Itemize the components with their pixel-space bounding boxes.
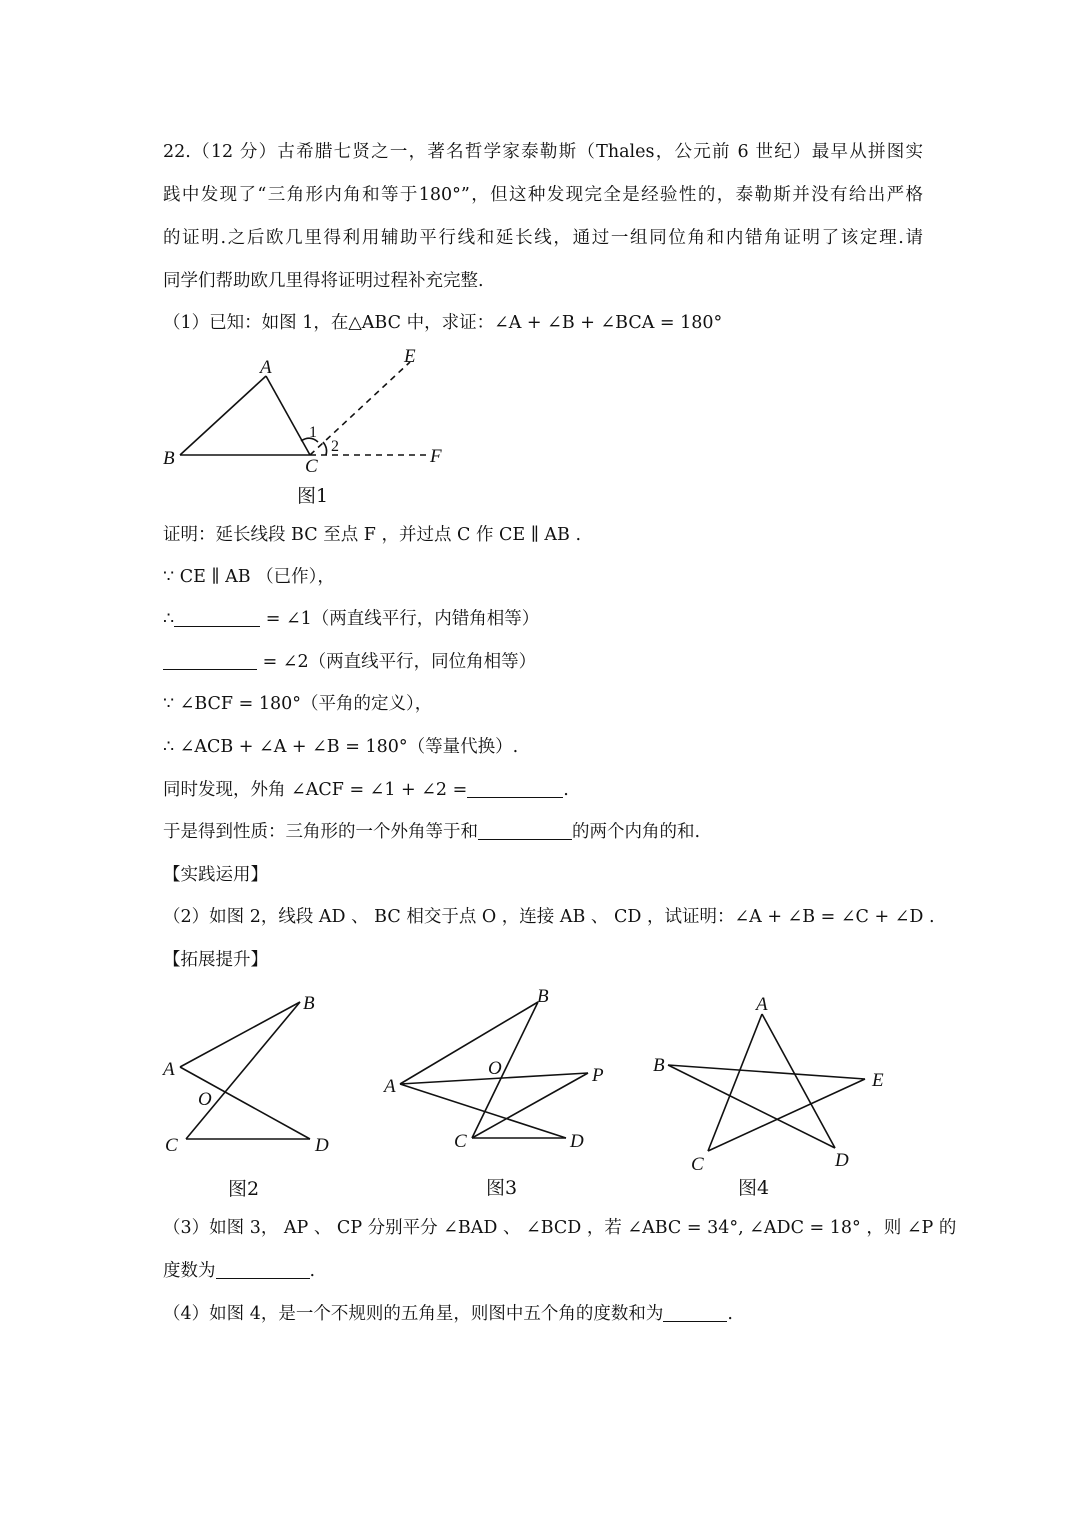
- part2-statement: （2）如图 2，线段 AD 、 BC 相交于点 O ，连接 AB 、 CD ，试证明：∠A + ∠B = ∠C + ∠D .: [163, 907, 935, 927]
- answer-blank-3[interactable]: [467, 797, 563, 798]
- fig4-segment-be: [668, 1065, 865, 1079]
- fig1-label-b: B: [163, 448, 175, 469]
- part4-statement: [163, 1302, 733, 1326]
- part3-line-1: （3）如图 3， AP 、 CP 分别平分 ∠BAD 、 ∠BCD ，若 ∠ABC = 34°, ∠ADC = 18° ，则 ∠P 的: [163, 1218, 957, 1238]
- proof-line-8-suffix: 的两个内角的和.: [572, 822, 701, 842]
- proof-line-3-prefix: ∴: [163, 609, 175, 629]
- problem-intro-line-3: 的证明.之后欧几里得利用辅助平行线和延长线，通过一组同位角和内错角证明了该定理.请: [163, 228, 923, 248]
- fig3-label-o: O: [488, 1058, 502, 1079]
- fig1-label-f: F: [430, 446, 442, 467]
- problem-intro-line-4: 同学们帮助欧几里得将证明过程补充完整.: [163, 271, 484, 291]
- fig1-angle-2-arc: [323, 442, 327, 455]
- fig1-label-c: C: [305, 456, 318, 477]
- problem-intro-line-2: 践中发现了“三角形内角和等于180°”，但这种发现完全是经验性的，泰勒斯并没有给出严格: [163, 185, 923, 205]
- extend-header: 【拓展提升】: [163, 950, 268, 970]
- part1-statement: （1）已知：如图 1，在△ABC 中，求证：∠A + ∠B + ∠BCA = 180°: [163, 313, 723, 333]
- part3-line-2: [163, 1259, 315, 1283]
- answer-blank-6[interactable]: [663, 1321, 727, 1322]
- proof-line-8: [163, 820, 700, 844]
- fig2-label-b: B: [303, 993, 315, 1014]
- fig3-caption: 图3: [486, 1177, 518, 1199]
- proof-line-6: ∴ ∠ACB + ∠A + ∠B = 180°（等量代换）.: [163, 737, 519, 757]
- fig2-label-o: O: [198, 1089, 212, 1110]
- fig4-caption: 图4: [738, 1177, 770, 1199]
- proof-line-2: ∵ CE ∥ AB （已作），: [163, 567, 335, 587]
- fig1-segment-ac: [266, 376, 310, 455]
- fig3-segment-ad: [400, 1084, 566, 1138]
- fig4-label-a: A: [756, 994, 768, 1015]
- proof-line-4-suffix: = ∠2（两直线平行，同位角相等）: [262, 652, 537, 672]
- proof-line-1: 证明：延长线段 BC 至点 F ，并过点 C 作 CE ∥ AB .: [163, 525, 582, 545]
- fig3-segment-cp: [472, 1073, 588, 1138]
- figure-3: [380, 980, 630, 1205]
- part4-suffix: .: [727, 1304, 733, 1324]
- fig3-label-p: P: [592, 1065, 604, 1086]
- proof-line-7-suffix: .: [563, 780, 569, 800]
- fig4-segment-bd: [668, 1065, 835, 1148]
- fig2-label-a: A: [163, 1059, 175, 1080]
- fig3-label-a: A: [384, 1076, 396, 1097]
- part3-line-2-prefix: 度数为: [163, 1261, 216, 1281]
- part4-prefix: （4）如图 4，是一个不规则的五角星，则图中五个角的度数和为: [163, 1304, 664, 1324]
- fig1-label-a: A: [260, 357, 272, 378]
- answer-blank-4[interactable]: [478, 839, 572, 840]
- answer-blank-1[interactable]: [174, 626, 260, 627]
- fig1-label-angle-1: 1: [309, 424, 317, 441]
- proof-line-7: [163, 778, 569, 802]
- answer-blank-2[interactable]: [163, 669, 257, 670]
- fig2-caption: 图2: [228, 1178, 260, 1200]
- proof-line-7-prefix: 同时发现，外角 ∠ACF = ∠1 + ∠2 =: [163, 780, 468, 800]
- figure-1: [160, 342, 460, 512]
- fig1-segment-ab: [180, 376, 266, 455]
- fig4-label-e: E: [872, 1070, 884, 1091]
- part3-line-2-suffix: .: [309, 1261, 316, 1281]
- proof-line-3-suffix: = ∠1（两直线平行，内错角相等）: [265, 609, 540, 629]
- problem-intro-line-1: 22.（12 分）古希腊七贤之一，著名哲学家泰勒斯（Thales，公元前 6 世纪）最早从拼图实: [163, 142, 923, 162]
- fig2-segment-bc: [186, 1002, 300, 1139]
- fig3-label-d: D: [570, 1131, 584, 1152]
- fig3-label-c: C: [454, 1131, 467, 1152]
- practice-header: 【实践运用】: [163, 865, 268, 885]
- proof-line-4: [163, 650, 536, 674]
- proof-line-5: ∵ ∠BCF = 180°（平角的定义），: [163, 694, 433, 714]
- proof-line-3: [163, 607, 539, 631]
- fig4-label-b: B: [653, 1055, 665, 1076]
- answer-blank-5[interactable]: [216, 1278, 310, 1279]
- figure-4: [650, 988, 900, 1205]
- fig1-label-angle-2: 2: [331, 438, 339, 455]
- fig1-caption: 图1: [297, 485, 329, 507]
- fig4-label-c: C: [691, 1154, 704, 1175]
- fig1-label-e: E: [404, 346, 416, 367]
- fig2-segment-ab: [180, 1002, 300, 1067]
- figure-2: [160, 985, 360, 1205]
- fig2-label-c: C: [165, 1135, 178, 1156]
- fig4-label-d: D: [835, 1150, 849, 1171]
- fig3-label-b: B: [537, 986, 549, 1007]
- fig2-label-d: D: [315, 1135, 329, 1156]
- fig1-ray-ce: [310, 362, 410, 455]
- fig4-segment-ad: [762, 1014, 835, 1148]
- proof-line-8-prefix: 于是得到性质：三角形的一个外角等于和: [163, 822, 478, 842]
